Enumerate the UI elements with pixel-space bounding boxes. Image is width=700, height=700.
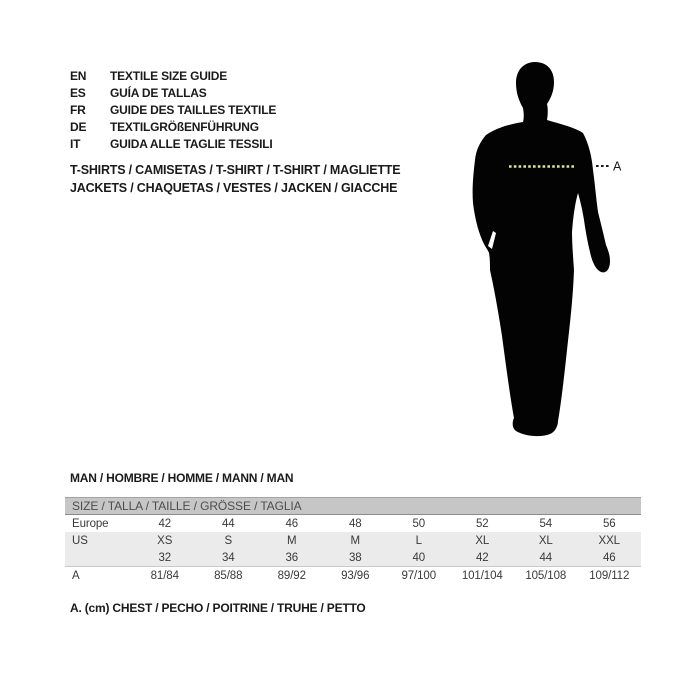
size-cell: 46 <box>285 517 299 530</box>
table-row-us <box>65 532 641 549</box>
language-row <box>70 67 276 84</box>
size-table-header: SIZE / TALLA / TAILLE / GRÖSSE / TAGLIA <box>65 498 641 515</box>
gender-section-title: MAN / HOMBRE / HOMME / MANN / MAN <box>70 471 294 485</box>
size-cell: L <box>415 534 422 547</box>
language-title: GUIDA ALLE TAGLIE TESSILI <box>110 136 273 151</box>
size-cell: 44 <box>539 551 553 564</box>
size-cell: M <box>287 534 297 547</box>
size-table <box>65 497 641 584</box>
language-title: GUIDE DES TAILLES TEXTILE <box>110 102 277 117</box>
size-cell: XL <box>475 534 490 547</box>
language-row <box>70 101 276 118</box>
size-cell: 89/92 <box>260 567 324 585</box>
size-cell: 93/96 <box>324 567 388 585</box>
language-code: ES <box>70 85 86 100</box>
measure-point-label-a: A <box>613 159 622 174</box>
size-cell: 54 <box>539 517 553 530</box>
language-title: GUÍA DE TALLAS <box>110 85 207 100</box>
size-cell: 56 <box>602 517 616 530</box>
size-cell: 40 <box>412 551 426 564</box>
man-silhouette <box>473 62 610 436</box>
size-cell: 48 <box>348 517 362 530</box>
size-cell: 36 <box>285 551 299 564</box>
language-code: IT <box>70 136 81 151</box>
product-categories <box>70 162 400 197</box>
product-category-line: JACKETS / CHAQUETAS / VESTES / JACKEN / GIACCHE <box>70 180 398 195</box>
size-cell: 105/108 <box>514 567 578 585</box>
size-cell: 44 <box>221 517 235 530</box>
language-code: DE <box>70 119 87 134</box>
size-table-header-row <box>65 498 641 515</box>
size-cell: M <box>350 534 360 547</box>
size-cell: 85/88 <box>197 567 261 585</box>
size-cell: 109/112 <box>578 567 642 585</box>
size-cell: 97/100 <box>387 567 451 585</box>
man-silhouette-figure <box>420 48 650 460</box>
size-cell: 32 <box>158 551 172 564</box>
table-row-europe <box>65 515 641 533</box>
row-label: A <box>65 567 133 585</box>
language-code: EN <box>70 68 87 83</box>
size-cell: S <box>224 534 233 547</box>
size-cell: 34 <box>221 551 235 564</box>
size-cell: XL <box>538 534 553 547</box>
row-label: US <box>72 534 88 547</box>
size-cell: 42 <box>158 517 172 530</box>
language-title: TEXTILE SIZE GUIDE <box>110 68 228 83</box>
size-cell: XXL <box>598 534 620 547</box>
product-category-line: T-SHIRTS / CAMISETAS / T-SHIRT / T-SHIRT / MAGLIETTE <box>70 163 401 177</box>
row-label <box>65 549 133 567</box>
size-cell: 50 <box>412 517 426 530</box>
size-cell: 42 <box>475 551 489 564</box>
size-cell: 38 <box>348 551 362 564</box>
size-cell: XS <box>157 534 173 547</box>
size-cell: 101/104 <box>451 567 515 585</box>
row-label: Europe <box>72 517 109 530</box>
table-row-us-numeric <box>65 549 641 567</box>
language-row <box>70 84 276 101</box>
size-cell: 52 <box>475 517 489 530</box>
measurement-legend: A. (cm) CHEST / PECHO / POITRINE / TRUHE / PETTO <box>70 601 366 615</box>
table-row-chest-a <box>65 567 641 585</box>
man-silhouette-svg <box>420 48 650 460</box>
language-row <box>70 135 276 152</box>
language-row <box>70 118 276 135</box>
size-cell: 81/84 <box>133 567 197 585</box>
language-title: TEXTILGRÖßENFÜHRUNG <box>110 119 259 134</box>
language-code: FR <box>70 102 86 117</box>
size-cell: 46 <box>602 551 616 564</box>
language-list <box>70 67 276 152</box>
